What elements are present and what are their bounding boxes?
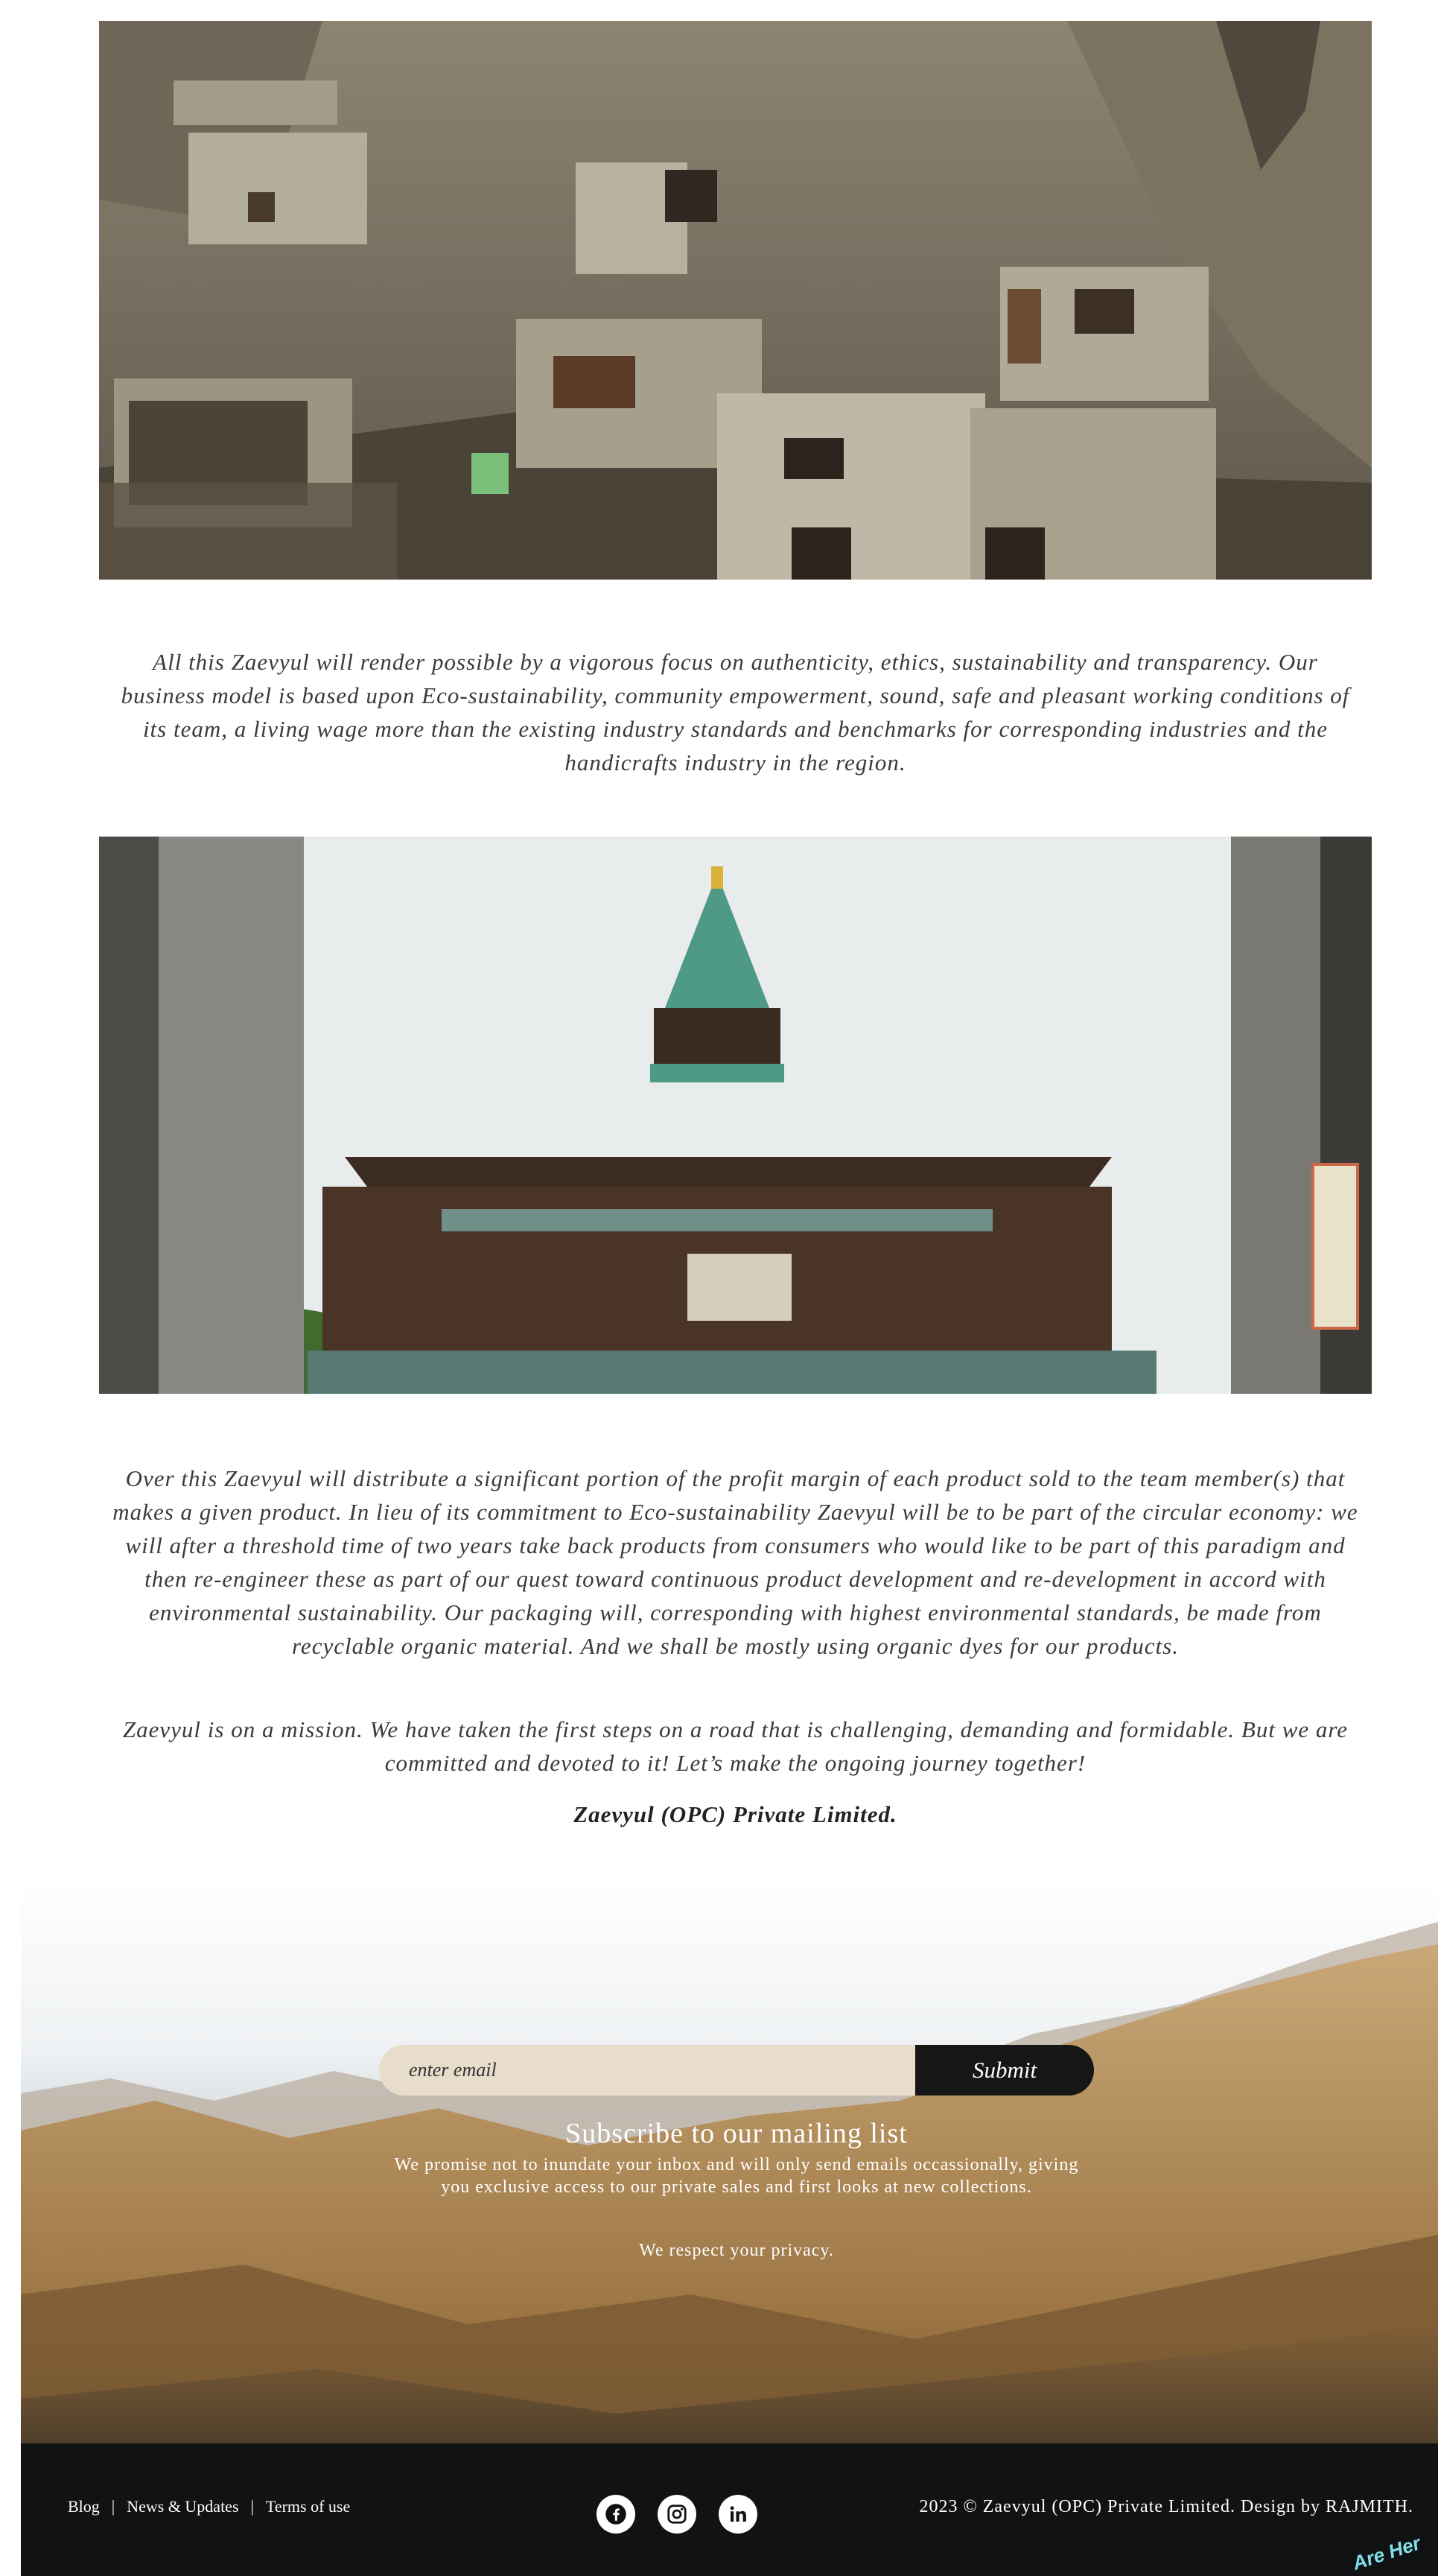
subscribe-form [379, 2045, 1094, 2096]
linkedin-icon[interactable] [719, 2495, 757, 2534]
village-photo [99, 21, 1372, 580]
link-separator: | [111, 2497, 115, 2516]
footer-links [68, 2497, 350, 2516]
mission-paragraph-2 [112, 1462, 1359, 1663]
link-separator: | [250, 2497, 254, 2516]
paragraph-text: Zaevyul is on a mission. We have taken the first steps on a road that is challenging, demanding and formidable. But we are committed and devoted to it! Let’s make the ongoing journey together! [122, 1716, 1349, 1776]
company-name-text: Zaevyul (OPC) Private Limited. [573, 1801, 897, 1827]
facebook-icon[interactable] [596, 2495, 635, 2534]
email-input[interactable] [379, 2045, 915, 2096]
mission-paragraph-3 [112, 1713, 1359, 1780]
company-name [112, 1798, 1359, 1831]
social-links [596, 2495, 757, 2534]
paragraph-text: Over this Zaevyul will distribute a significant portion of the profit margin of each product sold to the team member(s) that makes a given product. In lieu of its commitment to Eco-sustainability Zaevyul will be to be part of the circular economy: we will after a threshold time of two years take back products from consumers who would like to be part of this paradigm and then re-engineer these as part of our quest toward continuous product development and re-development in accord with environmental sustainability. Our packaging will, corresponding with highest environmental standards, be made from recyclable organic material. And we shall be mostly using organic dyes for our products. [112, 1465, 1358, 1659]
temple-photo [99, 837, 1372, 1394]
instagram-icon[interactable] [658, 2495, 696, 2534]
privacy-note: We respect your privacy. [639, 2241, 834, 2260]
footer-link-news[interactable]: News & Updates [127, 2497, 239, 2516]
mission-paragraph-1 [112, 645, 1359, 779]
chat-widget-badge[interactable]: Are Her [1349, 2531, 1424, 2575]
submit-button[interactable]: Submit [915, 2045, 1094, 2096]
footer-link-terms[interactable]: Terms of use [265, 2497, 351, 2516]
paragraph-text: All this Zaevyul will render possible by a vigorous focus on authenticity, ethics, sustainability and transparency. Our business model is based upon Eco-sustainability, community empowerment, sound, safe and pleasant working conditions of its team, a living wage more than the existing industry standards and benchmarks for corresponding industries and the handicrafts industry in the region. [121, 649, 1350, 775]
copyright-text: 2023 © Zaevyul (OPC) Private Limited. Design by RAJMITH. [919, 2497, 1413, 2516]
mailing-list-heading: Subscribe to our mailing list [565, 2118, 908, 2149]
footer-link-blog[interactable]: Blog [68, 2497, 100, 2516]
mailing-list-description: We promise not to inundate your inbox and will only send emails occassionally, giving you exclusive access to our private sales and first looks at new collections. [394, 2155, 1079, 2197]
footer-mountain-background [21, 1877, 1438, 2576]
